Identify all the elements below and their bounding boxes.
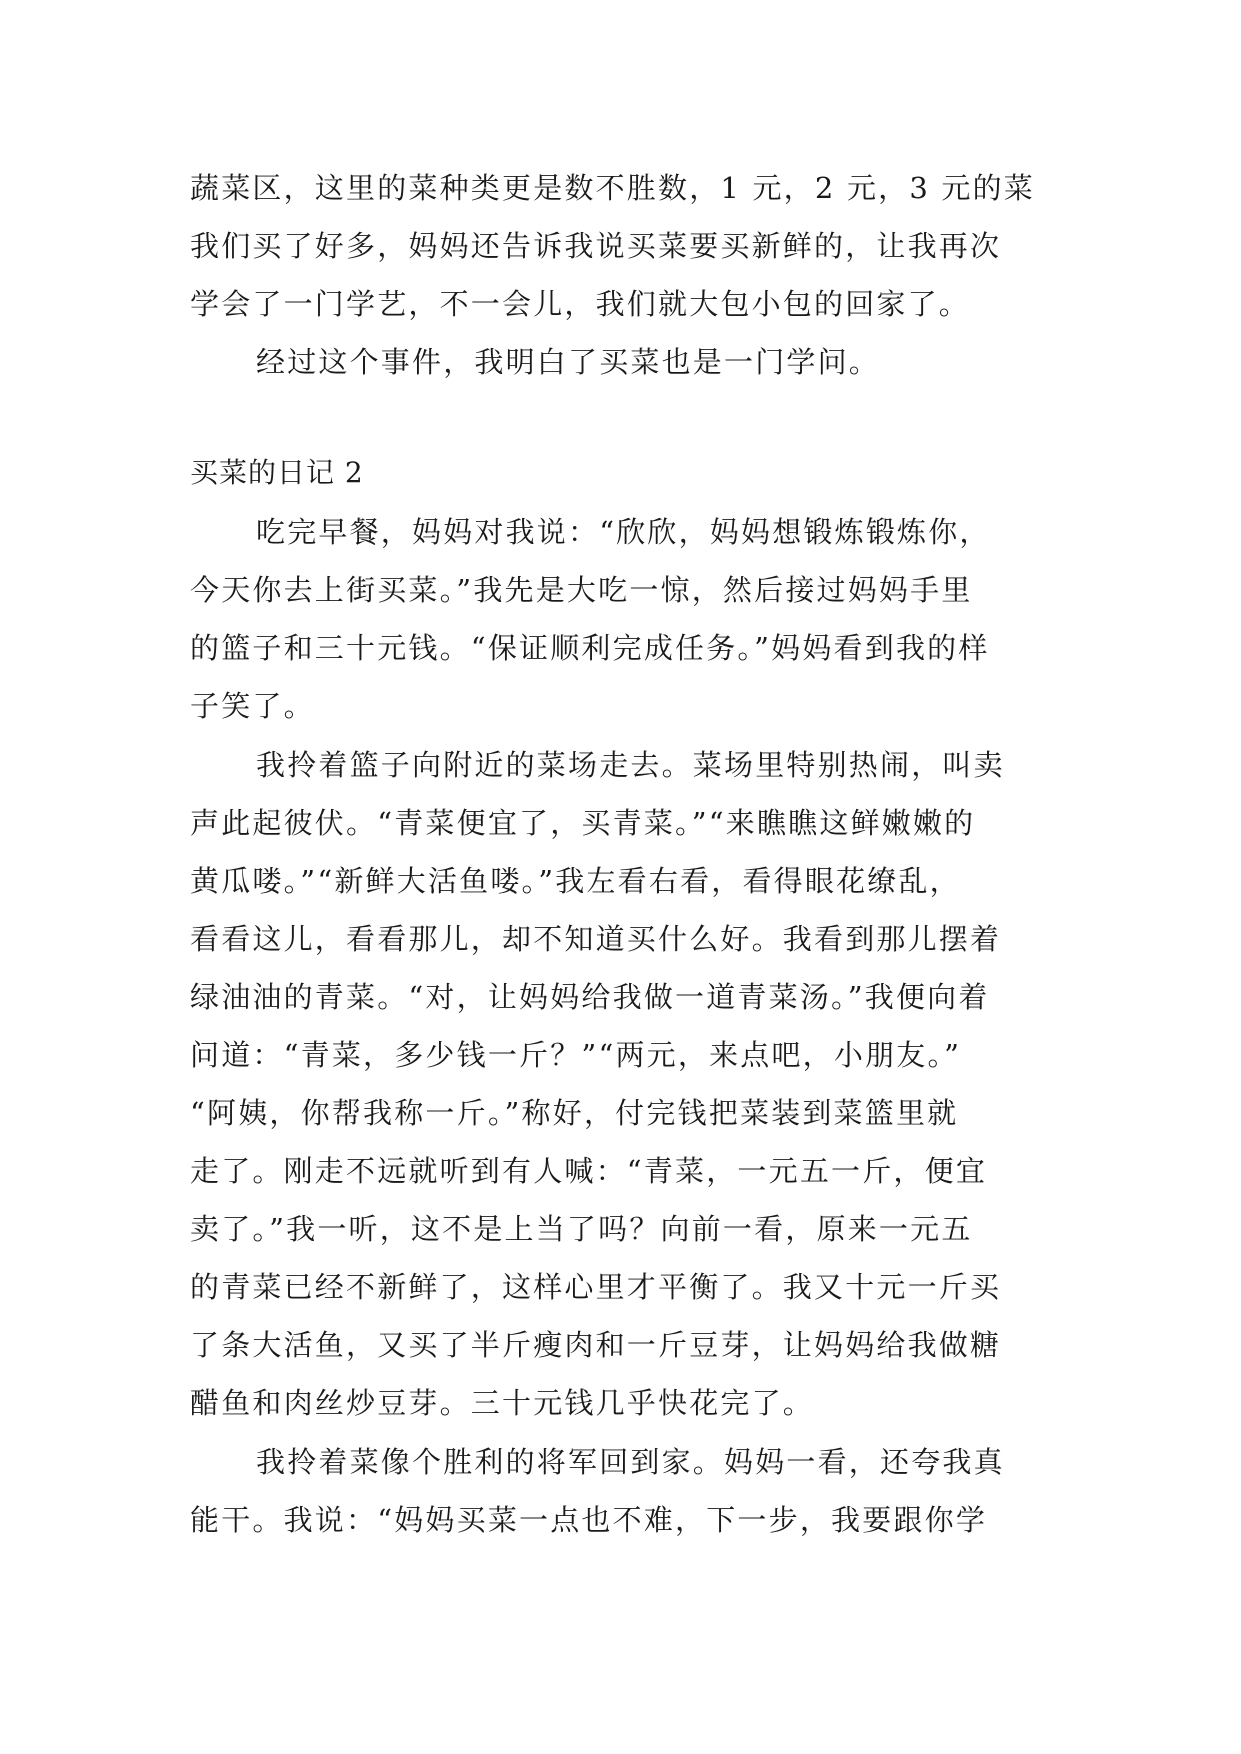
- paragraph-line: 醋鱼和肉丝炒豆芽。三十元钱几乎快花完了。: [190, 1386, 815, 1420]
- paragraph-line: 了条大活鱼，又买了半斤瘦肉和一斤豆芽，让妈妈给我做糖: [190, 1328, 1002, 1362]
- paragraph-line: 今天你去上街买菜。”我先是大吃一惊，然后接过妈妈手里: [190, 573, 973, 607]
- paragraph-line: 的篮子和三十元钱。“保证顺利完成任务。”妈妈看到我的样: [190, 631, 990, 665]
- paragraph-line: “阿姨，你帮我称一斤。”称好，付完钱把菜装到菜篮里就: [190, 1096, 959, 1130]
- paragraph-line: 黄瓜喽。”“新鲜大活鱼喽。”我左看右看，看得眼花缭乱，: [190, 864, 961, 898]
- section-heading: 买菜的日记 2: [190, 456, 364, 489]
- paragraph-line: 能干。我说：“妈妈买菜一点也不难，下一步，我要跟你学: [190, 1503, 988, 1537]
- paragraph-line: 的青菜已经不新鲜了，这样心里才平衡了。我又十元一斤买: [190, 1270, 1002, 1304]
- paragraph-line: 问道：“青菜，多少钱一斤？”“两元，来点吧，小朋友。”: [190, 1038, 962, 1072]
- paragraph-line: 我们买了好多，妈妈还告诉我说买菜要买新鲜的，让我再次: [190, 229, 1002, 263]
- paragraph-line: 看看这儿，看看那儿，却不知道买什么好。我看到那儿摆着: [190, 922, 1002, 956]
- paragraph-line: 学会了一门学艺，不一会儿，我们就大包小包的回家了。: [190, 287, 971, 321]
- paragraph-line: 声此起彼伏。“青菜便宜了，买青菜。”“来瞧瞧这鲜嫩嫩的: [190, 806, 976, 840]
- paragraph-line: 吃完早餐，妈妈对我说：“欣欣，妈妈想锻炼锻炼你，: [256, 515, 991, 549]
- paragraph-line: 绿油油的青菜。“对，让妈妈给我做一道青菜汤。”我便向着: [190, 980, 990, 1014]
- paragraph-line: 卖了。”我一听，这不是上当了吗？向前一看，原来一元五: [190, 1212, 973, 1246]
- paragraph-line: 我拎着菜像个胜利的将军回到家。妈妈一看，还夸我真: [256, 1445, 1005, 1479]
- paragraph-line: 走了。刚走不远就听到有人喊：“青菜，一元五一斤，便宜: [190, 1154, 988, 1188]
- paragraph-line: 我拎着篮子向附近的菜场走去。菜场里特别热闹，叫卖: [256, 748, 1005, 782]
- paragraph-line: 经过这个事件，我明白了买菜也是一门学问。: [256, 345, 881, 379]
- paragraph-line: 子笑了。: [190, 689, 315, 723]
- paragraph-line: 蔬菜区，这里的菜种类更是数不胜数，1 元，2 元，3 元的菜: [190, 171, 1036, 205]
